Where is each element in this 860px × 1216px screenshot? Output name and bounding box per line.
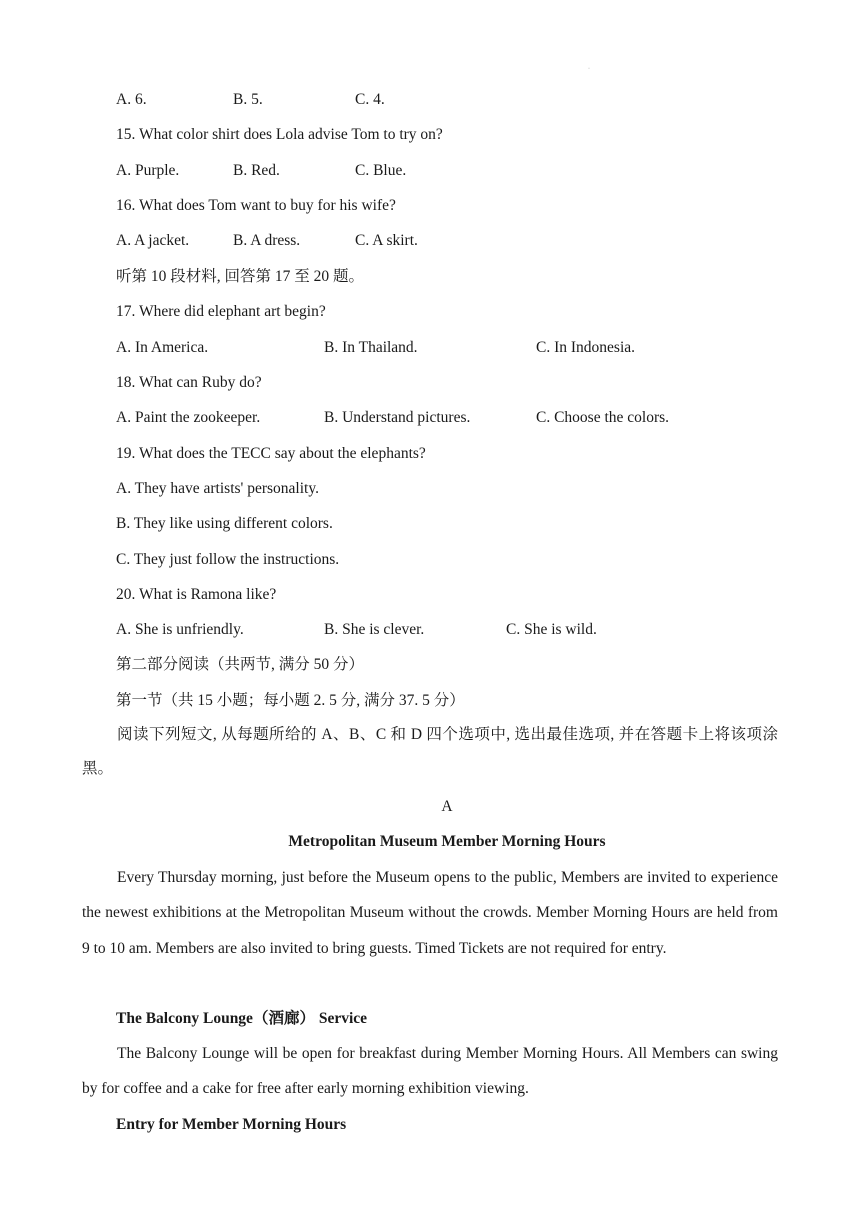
q16-stem: 16. What does Tom want to buy for his wife? bbox=[116, 197, 396, 214]
q16-option-a: A. A jacket. bbox=[116, 232, 190, 249]
q19-option-b: B. They like using different colors. bbox=[116, 515, 333, 532]
passage-title: Metropolitan Museum Member Morning Hours bbox=[288, 833, 606, 850]
q20-option-b: B. She is clever. bbox=[324, 621, 425, 638]
part-2-heading: 第二部分阅读（共两节, 满分 50 分） bbox=[116, 656, 365, 673]
q18-stem: 18. What can Ruby do? bbox=[116, 374, 262, 391]
passage-letter: A bbox=[441, 798, 453, 815]
q17-stem: 17. Where did elephant art begin? bbox=[116, 303, 326, 320]
q18-option-b: B. Understand pictures. bbox=[324, 409, 471, 426]
passage-intro-paragraph: Every Thursday morning, just before the Museum opens to the public, Members are invited to experience the newest exhibitions at the Metropolitan Museum without the crowds. Member Morning Hours are held from 9 to 10 am. Members are also invited to bring guests. Timed Tickets are not required for entry. bbox=[82, 869, 778, 957]
q14-option-c: C. 4. bbox=[355, 91, 385, 108]
q19-option-c: C. They just follow the instructions. bbox=[116, 551, 340, 568]
q20-option-c: C. She is wild. bbox=[506, 621, 597, 638]
entry-heading: Entry for Member Morning Hours bbox=[116, 1116, 347, 1133]
q17-option-a: A. In America. bbox=[116, 339, 209, 356]
q14-option-b: B. 5. bbox=[233, 91, 263, 108]
section-1-heading: 第一节（共 15 小题；每小题 2. 5 分, 满分 37. 5 分） bbox=[116, 692, 465, 709]
balcony-lounge-heading: The Balcony Lounge（酒廊） Service bbox=[116, 1010, 368, 1027]
q19-stem: 19. What does the TECC say about the elephants? bbox=[116, 445, 426, 462]
q17-option-c: C. In Indonesia. bbox=[536, 339, 636, 356]
page-mark: · bbox=[588, 66, 590, 72]
q17-option-b: B. In Thailand. bbox=[324, 339, 418, 356]
balcony-lounge-paragraph: The Balcony Lounge will be open for breakfast during Member Morning Hours. All Members can swing by for coffee and a cake for free after early morning exhibition viewing. bbox=[82, 1045, 778, 1098]
q18-option-c: C. Choose the colors. bbox=[536, 409, 670, 426]
q14-option-a: A. 6. bbox=[116, 91, 147, 108]
q15-option-a: A. Purple. bbox=[116, 162, 180, 179]
q20-stem: 20. What is Ramona like? bbox=[116, 586, 277, 603]
q18-option-a: A. Paint the zookeeper. bbox=[116, 409, 261, 426]
q20-option-a: A. She is unfriendly. bbox=[116, 621, 244, 638]
q16-option-c: C. A skirt. bbox=[355, 232, 418, 249]
q15-option-c: C. Blue. bbox=[355, 162, 407, 179]
q15-option-b: B. Red. bbox=[233, 162, 280, 179]
q15-stem: 15. What color shirt does Lola advise Tom to try on? bbox=[116, 126, 443, 143]
q16-option-b: B. A dress. bbox=[233, 232, 301, 249]
reading-instructions: 阅读下列短文, 从每题所给的 A、B、C 和 D 四个选项中, 选出最佳选项, 并在答题卡上将该项涂黑。 bbox=[82, 726, 778, 777]
section-10-instruction: 听第 10 段材料, 回答第 17 至 20 题。 bbox=[116, 268, 365, 285]
q19-option-a: A. They have artists' personality. bbox=[116, 480, 319, 497]
